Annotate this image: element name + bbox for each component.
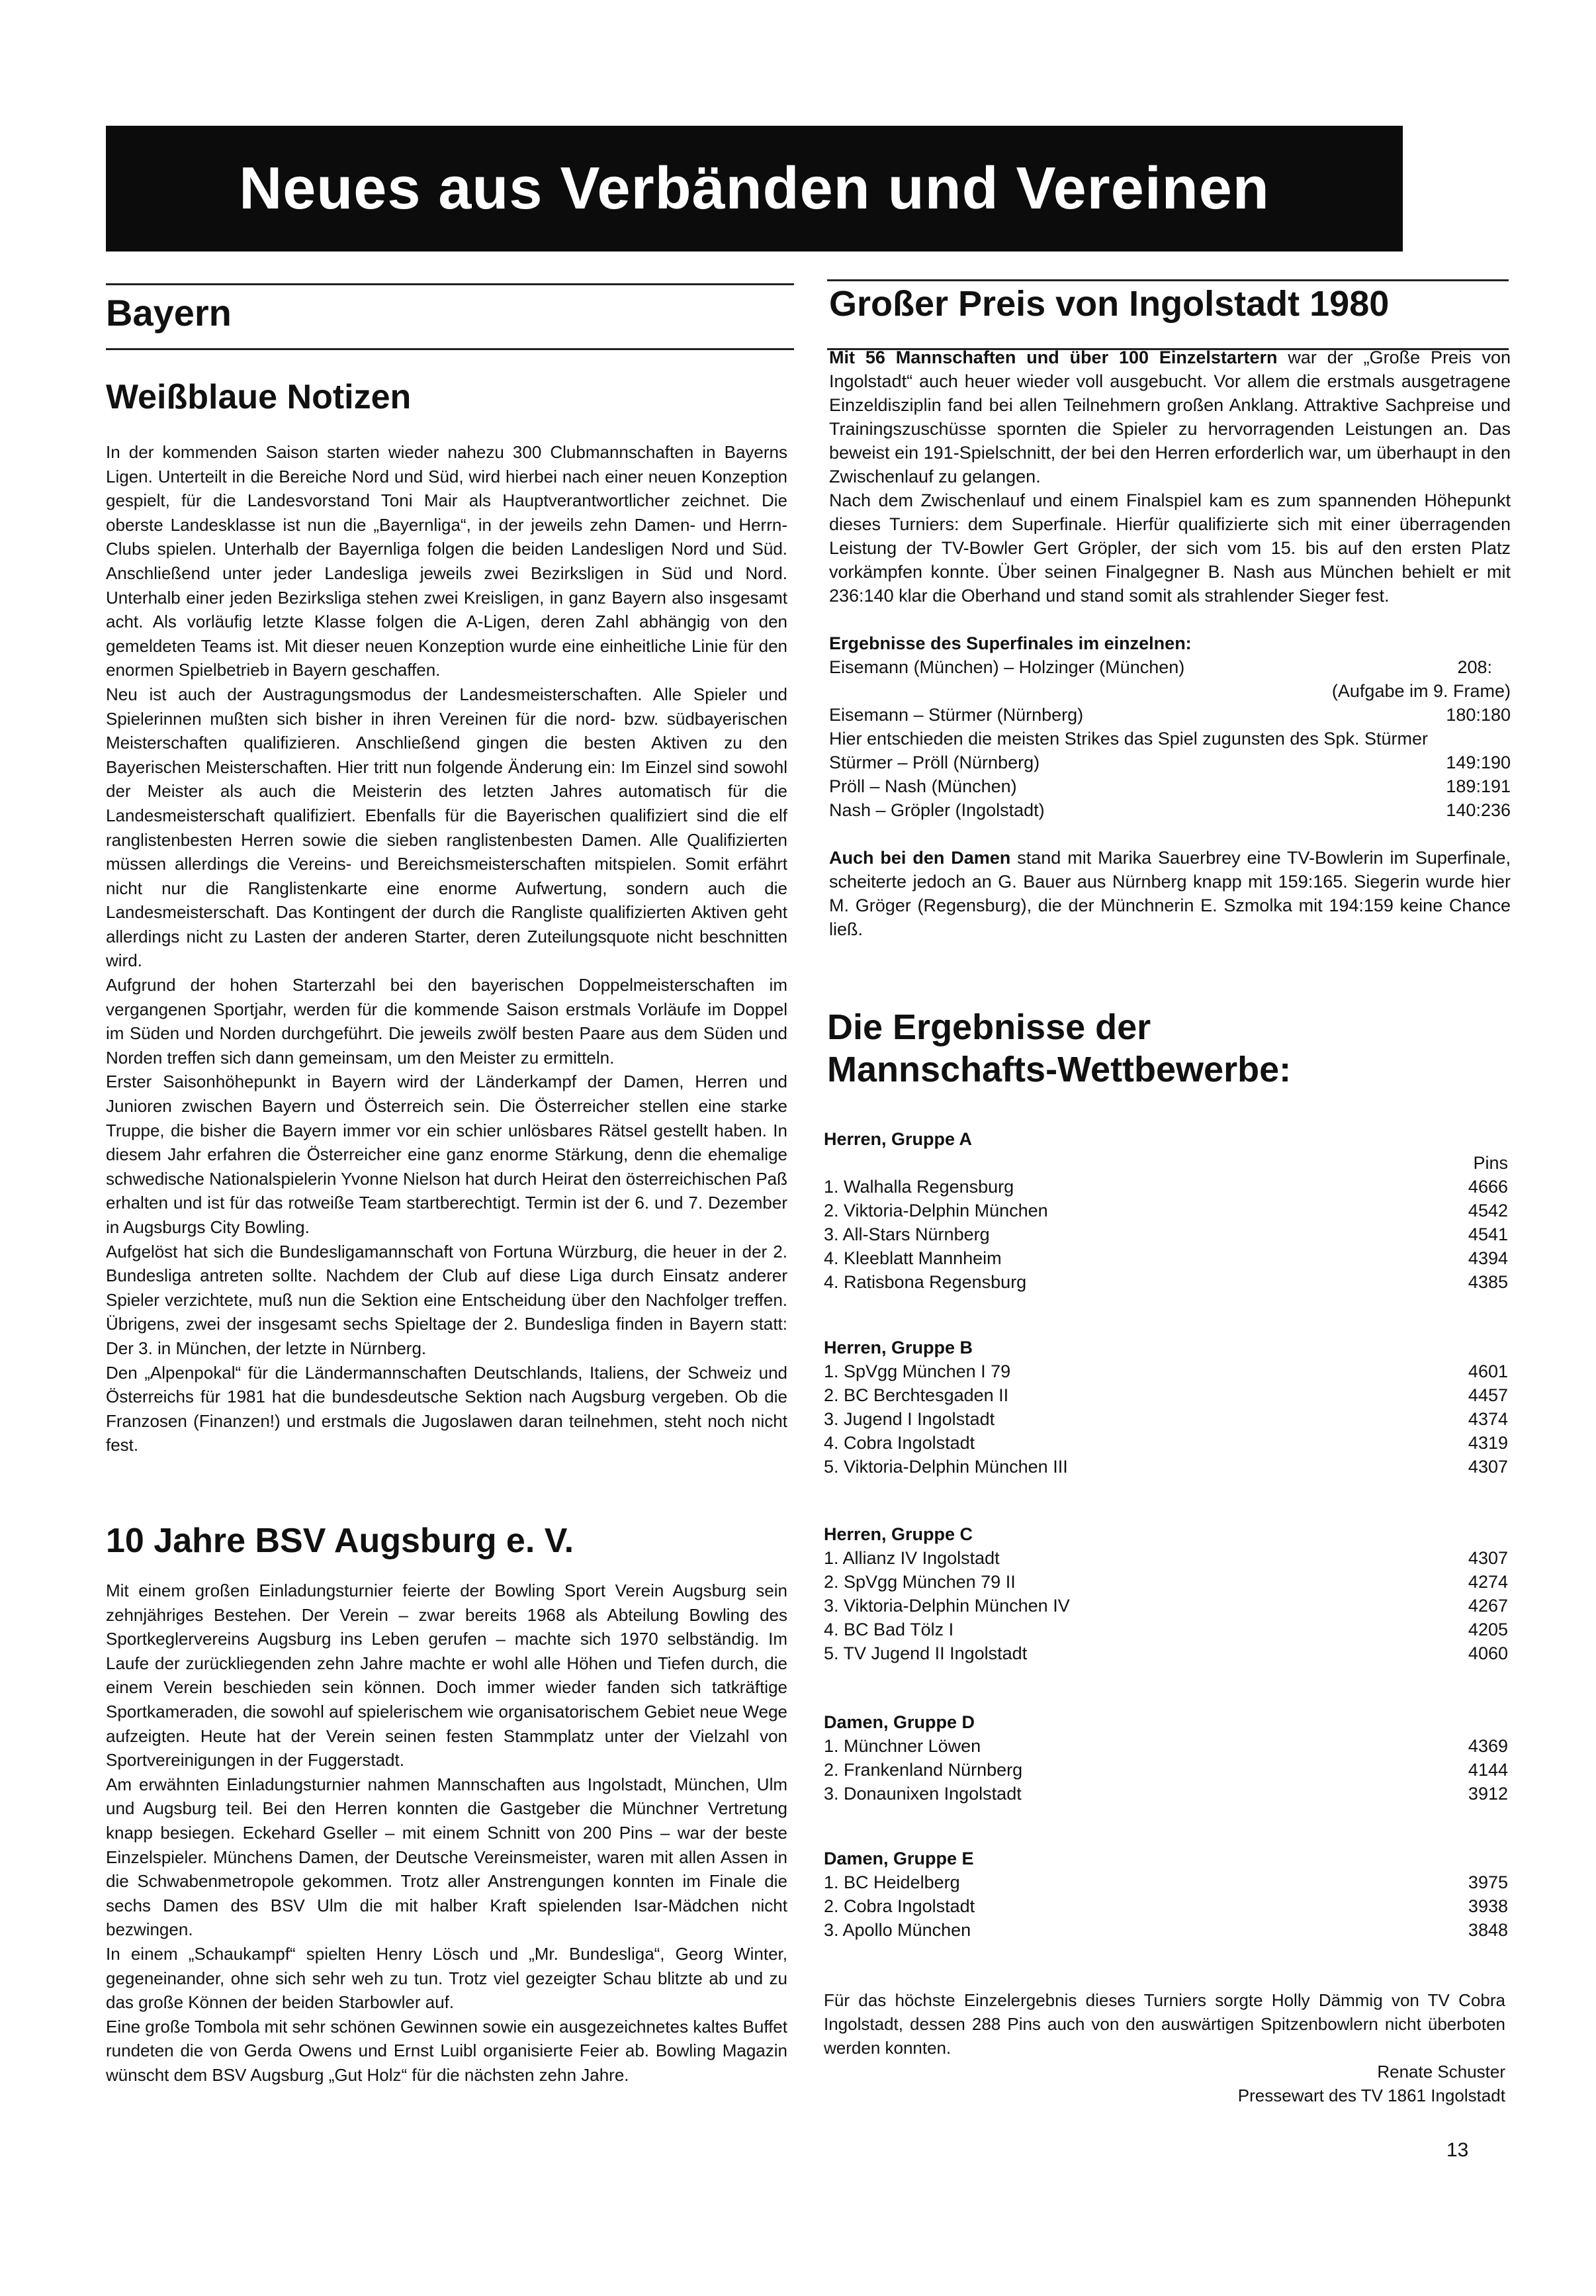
- list-item: 2. SpVgg München 79 II 4274: [824, 1572, 1508, 1592]
- article-body-weissblaue: [106, 440, 787, 1457]
- list-item: 2. Viktoria-Delphin München 4542: [824, 1201, 1508, 1220]
- divider: [106, 283, 794, 285]
- paragraph: Am erwähnten Einladungsturnier nahmen Mannschaften aus Ingolstadt, München, Ulm und Augsburg teil. Bei den Herren konnten die Gastgeber die Münchner Vertretung knapp besiegen. Eckehard Gseller – mit einem Schnitt von 200 Pins – war der beste Einzelspieler. Münchens Damen, der Deutsche Vereinsmeister, waren mit allen Assen in die Schwabenmetropole gekommen. Trotz aller Anstrengungen konnten im Finale die sechs Damen des BSV Ulm die mit halber Kraft spielenden Isar-Mädchen nicht bezwingen.: [106, 1774, 787, 1940]
- group-title: Damen, Gruppe E: [824, 1849, 974, 1868]
- article-heading-weissblaue: Weißblaue Notizen: [106, 378, 412, 416]
- article-heading-gp: Großer Preis von Ingolstadt 1980: [829, 284, 1390, 324]
- paragraph: Erster Saisonhöhepunkt in Bayern wird der Länderkampf der Damen, Herren und Junioren zwischen Bayern und Österreich sein. Die Österreicher stellen eine starke Truppe, die bisher die Bayern immer vor ein schier unlösbares Rätsel gestellt haben. In diesem Jahr erfahren die Österreicher eine ganz enorme Stärkung, denn die ehemalige schwedische Nationalspielerin Yvonne Nielson hat durch Heirat den österreichischen Paß erhalten und ist für das rotweiße Team startberechtigt. Termin ist der 6. und 7. Dezember in Augsburgs City Bowling.: [106, 1072, 787, 1237]
- team-results-heading: Die Ergebnisse der Mannschafts-Wettbewerbe:: [827, 1007, 1292, 1089]
- closing-paragraph: Für das höchste Einzelergebnis dieses Turniers sorgte Holly Dämmig von TV Cobra Ingolstadt, dessen 288 Pins auch von den auswärtigen Spitzenbowlern nicht überboten werden konnten.: [824, 1990, 1505, 2058]
- paragraph: Den „Alpenpokal“ für die Ländermannschaften Deutschlands, Italiens, der Schweiz und Österreichs für 1981 hat die bundesdeutsche Sektion nach Augsburg vergeben. Ob die Franzosen (Finanzen!) und erstmals die Jugoslawen daran teilnehmen, steht noch nicht fest.: [106, 1362, 787, 1455]
- list-item: 3. Donaunixen Ingolstadt 3912: [824, 1784, 1508, 1804]
- lead-rest: war der „Große Preis von Ingolstadt“ auch heuer wieder voll ausgebucht. Vor allem die erstmals ausgetragene Einzeldisziplin fand bei allen Teilnehmern großen Anklang. Attraktive Sachpreise und Trainingszuschüsse spornten die Spieler zu hervorragenden Leistungen an. Das beweist ein 191-Spielschnitt, der bei den Herren erforderlich war, um überhaupt in den Zwischenlauf zu gelangen.: [829, 347, 1511, 486]
- list-item: 5. Viktoria-Delphin München III 4307: [824, 1457, 1508, 1477]
- list-item: 1. SpVgg München I 79 4601: [824, 1361, 1508, 1381]
- header-banner: [106, 126, 1403, 252]
- lead-rest: stand mit Marika Sauerbrey eine TV-Bowlerin im Superfinale, scheiterte jedoch an G. Bauer aus Nürnberg knapp mit 159:165. Siegerin wurde hier M. Gröger (Regensburg), die der Münchnerin E. Szmolka mit 194:159 keine Chance ließ.: [829, 848, 1511, 939]
- group-title: Herren, Gruppe A: [824, 1129, 973, 1149]
- result-row: Eisemann – Stürmer (Nürnberg) 180:180: [829, 705, 1511, 725]
- group-title: Herren, Gruppe C: [824, 1524, 973, 1544]
- paragraph: Aufgelöst hat sich die Bundesligamannschaft von Fortuna Würzburg, die heuer in der 2. Bundesliga antreten sollte. Nachdem der Club auf diese Liga durch Einsatz anderer Spieler verzichtete, muß nun die Sektion eine Entscheidung über den Nachfolger treffen. Übrigens, zwei der insgesamt sechs Spieltage der 2. Bundesliga finden in Bayern statt: Der 3. in München, der letzte in Nürnberg.: [106, 1241, 787, 1358]
- list-item: 4. BC Bad Tölz I 4205: [824, 1620, 1508, 1639]
- region-heading: Bayern: [106, 292, 232, 334]
- result-note: (Aufgabe im 9. Frame): [1331, 681, 1511, 701]
- result-note: Hier entschieden die meisten Strikes das Spiel zugunsten des Spk. Stürmer: [829, 729, 1428, 749]
- group-title: Damen, Gruppe D: [824, 1712, 975, 1732]
- page-number: 13: [1446, 2139, 1469, 2161]
- article-heading-bsv: 10 Jahre BSV Augsburg e. V.: [106, 1522, 574, 1560]
- paragraph: [829, 345, 1511, 488]
- group-herren-b: [824, 1336, 1508, 1479]
- paragraph: Nach dem Zwischenlauf und einem Finalspiel kam es zum spannenden Höhepunkt dieses Turniers: dem Superfinale. Hierfür qualifizierte sich mit einer überragenden Leistung der TV-Bowler Gert Gröpler, der sich vom 15. bis auf den ersten Platz vorkämpfen konnte. Über seinen Finalgegner B. Nash aus München behielt er mit 236:140 klar die Oberhand und stand somit als strahlender Sieger fest.: [829, 490, 1511, 606]
- group-herren-c: [824, 1522, 1508, 1665]
- list-item: 1. Walhalla Regensburg 4666: [824, 1177, 1508, 1197]
- paragraph: In einem „Schaukampf“ spielten Henry Lösch und „Mr. Bundesliga“, Georg Winter, gegeneinander, ohne sich sehr weh zu tun. Trotz viel gezeigter Schau blitzte ab und zu das große Können der beiden Starbowler auf.: [106, 1943, 787, 2013]
- list-item: 2. BC Berchtesgaden II 4457: [824, 1385, 1508, 1405]
- list-item: 4. Cobra Ingolstadt 4319: [824, 1433, 1508, 1453]
- list-item: 3. Jugend I Ingolstadt 4374: [824, 1409, 1508, 1429]
- list-item: 4. Ratisbona Regensburg 4385: [824, 1272, 1508, 1292]
- list-item: 2. Frankenland Nürnberg 4144: [824, 1760, 1508, 1780]
- page-title: Neues aus Verbänden und Vereinen: [239, 156, 1270, 222]
- paragraph: [829, 846, 1511, 941]
- paragraph: Mit einem großen Einladungsturnier feierte der Bowling Sport Verein Augsburg sein zehnjähriges Bestehen. Der Verein – zwar bereits 1968 als Abteilung Bowling des Sportkeglervereins Augsburg ins Leben gerufen – machte sich 1970 selbständig. Im Laufe der zurückliegenden zehn Jahre machte er wohl alle Höhen und Tiefen durch, die einem Verein beschieden sein können. Doch immer wieder fanden sich tatkräftige Sportkameraden, die sowohl auf spielerischem wie organisatorischem Gebiet neue Wege aufzeigten. Heute hat der Verein seinen festen Stammplatz unter der Vielzahl von Sportvereinigungen in der Fuggerstadt.: [106, 1581, 787, 1770]
- group-herren-a: [824, 1127, 1508, 1294]
- paragraph: Eine große Tombola mit sehr schönen Gewinnen sowie ein ausgezeichnetes kaltes Buffet rundeten die von Gerda Owens und Ernst Luibl organisierte Feier ab. Bowling Magazin wünscht dem BSV Augsburg „Gut Holz“ für die nächsten zehn Jahre.: [106, 2016, 787, 2085]
- group-damen-d: [824, 1710, 1508, 1806]
- lead-bold: Auch bei den Damen: [829, 848, 1011, 868]
- paragraph: Neu ist auch der Austragungsmodus der Landesmeisterschaften. Alle Spieler und Spielerinnen mußten sich bisher in ihren Vereinen für die nord- bzw. südbayerischen Meisterschaften qualifizieren. Anschließend gingen die besten Aktiven zu den Bayerischen Meisterschaften. Hier tritt nun folgende Änderung ein: Im Einzel sind sowohl der Meister als auch die Meisterin des letzten Jahres automatisch für die Landesmeisterschaft qualifiziert. Ebenfalls für die Bayerischen qualifiziert sind die elf ranglistenbesten Herren sowie die sieben ranglistenbesten Damen. Alle Qualifizierten müssen allerdings die Vereins- und Bereichsmeisterschaften mitspielen. Somit erfährt nicht nur die Ranglistenkarte eine enorme Aufwertung, sondern auch die Landesmeisterschaft. Das Kontingent der durch die Rangliste qualifizierten Aktiven geht allerdings nicht zu Lasten der anderen Starter, deren Zuteilungsquote nicht beschnitten wird.: [106, 684, 787, 971]
- divider: [827, 279, 1509, 281]
- lead-bold: Mit 56 Mannschaften und über 100 Einzelstartern: [829, 347, 1278, 367]
- list-item: 4. Kleeblatt Mannheim 4394: [824, 1248, 1508, 1268]
- list-item: 3. Apollo München 3848: [824, 1920, 1508, 1940]
- result-row: Nash – Gröpler (Ingolstadt) 140:236: [829, 800, 1511, 820]
- paragraph: In der kommenden Saison starten wieder nahezu 300 Clubmannschaften in Bayerns Ligen. Unterteilt in die Bereiche Nord und Süd, wird hierbei nach einer neuen Konzeption gespielt, für die Landesvorstand Toni Mair als Hauptverantwortlicher zeichnet. Die oberste Landesklasse ist nun die „Bayernliga“, in der jeweils zehn Damen- und Herrn-Clubs spielen. Unterhalb der Bayernliga folgen die beiden Landesligen Nord und Süd. Anschließend unter jeder Landesliga jeweils zwei Bezirksligen in Süd und Nord. Unterhalb einer jeden Bezirksliga stehen zwei Kreisligen, in ganz Bayern also insgesamt acht. Als vorläufig letzte Klasse folgen die A-Ligen, deren Zahl abhängig von den gemeldeten Teams ist. Mit dieser neuen Konzeption wurde eine einheitliche Linie für den enormen Spielbetrieb in Bayern geschaffen.: [106, 442, 787, 680]
- list-item: 1. BC Heidelberg 3975: [824, 1872, 1508, 1892]
- group-title: Herren, Gruppe B: [824, 1338, 973, 1357]
- paragraph: Aufgrund der hohen Starterzahl bei den bayerischen Doppelmeisterschaften im vergangenen Sportjahr, werden für die kommende Saison erstmals Vorläufe im Doppel im Süden und Norden durchgeführt. Die jeweils zwölf besten Paare aus dem Süden und Norden treffen sich dann gemeinsam, um den Meister zu ermitteln.: [106, 975, 787, 1068]
- result-row: Stürmer – Pröll (Nürnberg) 149:190: [829, 753, 1511, 772]
- article-body-gp: [829, 345, 1511, 941]
- list-item: 1. Münchner Löwen 4369: [824, 1736, 1508, 1756]
- article-body-bsv: [106, 1579, 787, 2087]
- results-heading: Ergebnisse des Superfinales im einzelnen:: [829, 633, 1192, 653]
- group-damen-e: [824, 1847, 1508, 1942]
- list-item: 5. TV Jugend II Ingolstadt 4060: [824, 1643, 1508, 1663]
- result-row: Eisemann (München) – Holzinger (München) 208:: [829, 657, 1492, 677]
- list-item: 2. Cobra Ingolstadt 3938: [824, 1896, 1508, 1916]
- list-item: 1. Allianz IV Ingolstadt 4307: [824, 1548, 1508, 1568]
- result-row: Pröll – Nash (München) 189:191: [829, 776, 1511, 796]
- divider: [106, 348, 794, 350]
- pins-column-header: Pins: [1473, 1153, 1508, 1173]
- list-item: 3. All-Stars Nürnberg 4541: [824, 1224, 1508, 1244]
- author-name: Renate Schuster: [1377, 2062, 1505, 2082]
- author-role: Pressewart des TV 1861 Ingolstadt: [1237, 2086, 1505, 2105]
- list-item: 3. Viktoria-Delphin München IV 4267: [824, 1596, 1508, 1616]
